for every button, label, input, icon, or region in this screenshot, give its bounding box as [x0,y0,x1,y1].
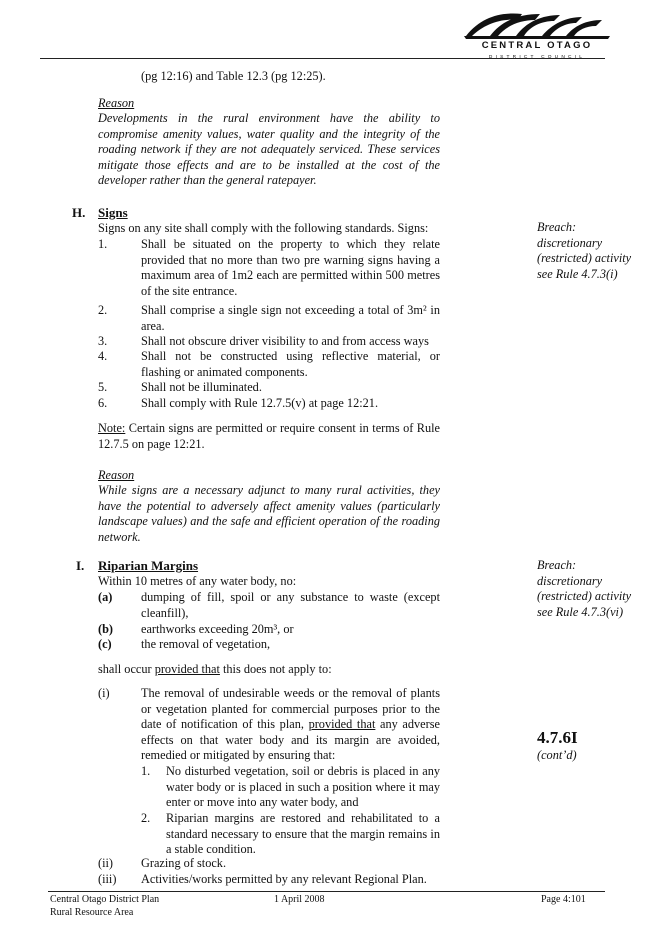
rule-reference: 4.7.6I [537,728,578,747]
exception-num: (ii) [98,856,114,870]
footer-plan-name: Central Otago District Plan [50,894,160,905]
exception-item [141,686,440,764]
logo-name: CENTRAL OTAGO [481,40,593,51]
signs-reason-label: Reason [98,468,135,482]
reason-label: Reason [98,96,135,110]
sign-item-num: 5. [98,380,108,394]
sign-item-num: 6. [98,396,108,410]
shall-post: this does not apply to: [219,662,332,676]
footer-area: Rural Resource Area [50,907,134,918]
riparian-item: dumping of fill, spoil or any substance to waste (except cleanfill), [141,590,440,620]
sign-item: Shall not be constructed using reflective material, or flashing or animated components. [141,349,440,379]
signs-reason-text: While signs are a necessary adjunct to many rural activities, they have the potential to adversely affect amenity values (particularly landscape values) and the safe and efficient operation of the roading network. [98,483,440,544]
section-i-letter: I. [76,558,85,573]
sub-item: Riparian margins are restored and rehabilitated to a standard necessary to ensure that the margin remains in a stable condition. [166,811,440,857]
sign-item: Shall not obscure driver visibility to and from access ways [141,334,429,348]
signs-intro: Signs on any site shall comply with the following standards. Signs: [98,221,429,235]
sign-item-num: 3. [98,334,108,348]
shall-provided: provided that [154,662,220,676]
section-h-title: Signs [98,205,128,220]
shall-pre: shall occur [98,662,155,676]
riparian-item-num: (b) [98,622,114,636]
exception-post: any adverse effects on that water body and its margin are avoided, remedied or mitigated by ensuring that: [141,717,440,763]
sign-item-num: 4. [98,349,108,363]
intro-line: (pg 12:16) and Table 12.3 (pg 12:25). [141,69,326,83]
note-label: Note: [98,421,126,435]
exception-item: Grazing of stock. [141,856,227,870]
exception-pre: The removal of undesirable weeds or the removal of plants or vegetation planted for commercial purposes prior to the date of notification of this plan, [141,686,440,732]
riparian-item: the removal of vegetation, [141,637,271,651]
header-rule [40,58,605,59]
rule-reference-contd: (cont’d) [537,748,577,762]
sign-item: Shall be situated on the property to which they relate provided that no more than two pre warning signs having a maximum area of 1m2 each are permitted within 500 metres of the site entrance. [141,237,440,298]
footer-rule [48,891,605,892]
riparian-item-num: (a) [98,590,113,604]
sub-item: No disturbed vegetation, soil or debris is placed in any water body or is placed in such a position where it may enter or move into any water body, and [166,764,440,810]
sub-item-num: 2. [141,811,151,825]
shall-occur-line [98,662,440,678]
reason-text: Developments in the rural environment have the ability to compromise amenity values, water quality and the integrity of the roading network if they are not adequately serviced. These services mitigate those effects and are to be installed at the cost of the developer rather than the general ratepayer. [98,111,440,188]
signs-note [98,421,440,452]
exception-item: Activities/works permitted by any relevant Regional Plan. [141,872,427,886]
footer-date: 1 April 2008 [274,894,325,905]
sign-item: Shall comply with Rule 12.7.5(v) at page 12:21. [141,396,379,410]
exception-provided: provided that [308,717,376,732]
riparian-intro: Within 10 metres of any water body, no: [98,574,297,588]
breach-note-signs: Breach: discretionary (restricted) activity see Rule 4.7.3(i) [537,220,632,281]
sign-item-num: 1. [98,237,108,251]
sign-item: Shall comprise a single sign not exceeding a total of 3m² in area. [141,303,440,333]
riparian-item-num: (c) [98,637,112,651]
sign-item: Shall not be illuminated. [141,380,262,394]
sign-item-num: 2. [98,303,108,317]
exception-num: (iii) [98,872,117,886]
breach-note-riparian: Breach: discretionary (restricted) activity see Rule 4.7.3(vi) [537,558,632,619]
note-text: Certain signs are permitted or require consent in terms of Rule 12.7.5 on page 12:21. [98,421,440,451]
section-h-letter: H. [72,205,86,220]
exception-num: (i) [98,686,110,700]
section-i-title: Riparian Margins [98,558,199,573]
sub-item-num: 1. [141,764,151,778]
footer-page-number: Page 4:101 [541,894,586,905]
riparian-item: earthworks exceeding 20m³, or [141,622,294,636]
